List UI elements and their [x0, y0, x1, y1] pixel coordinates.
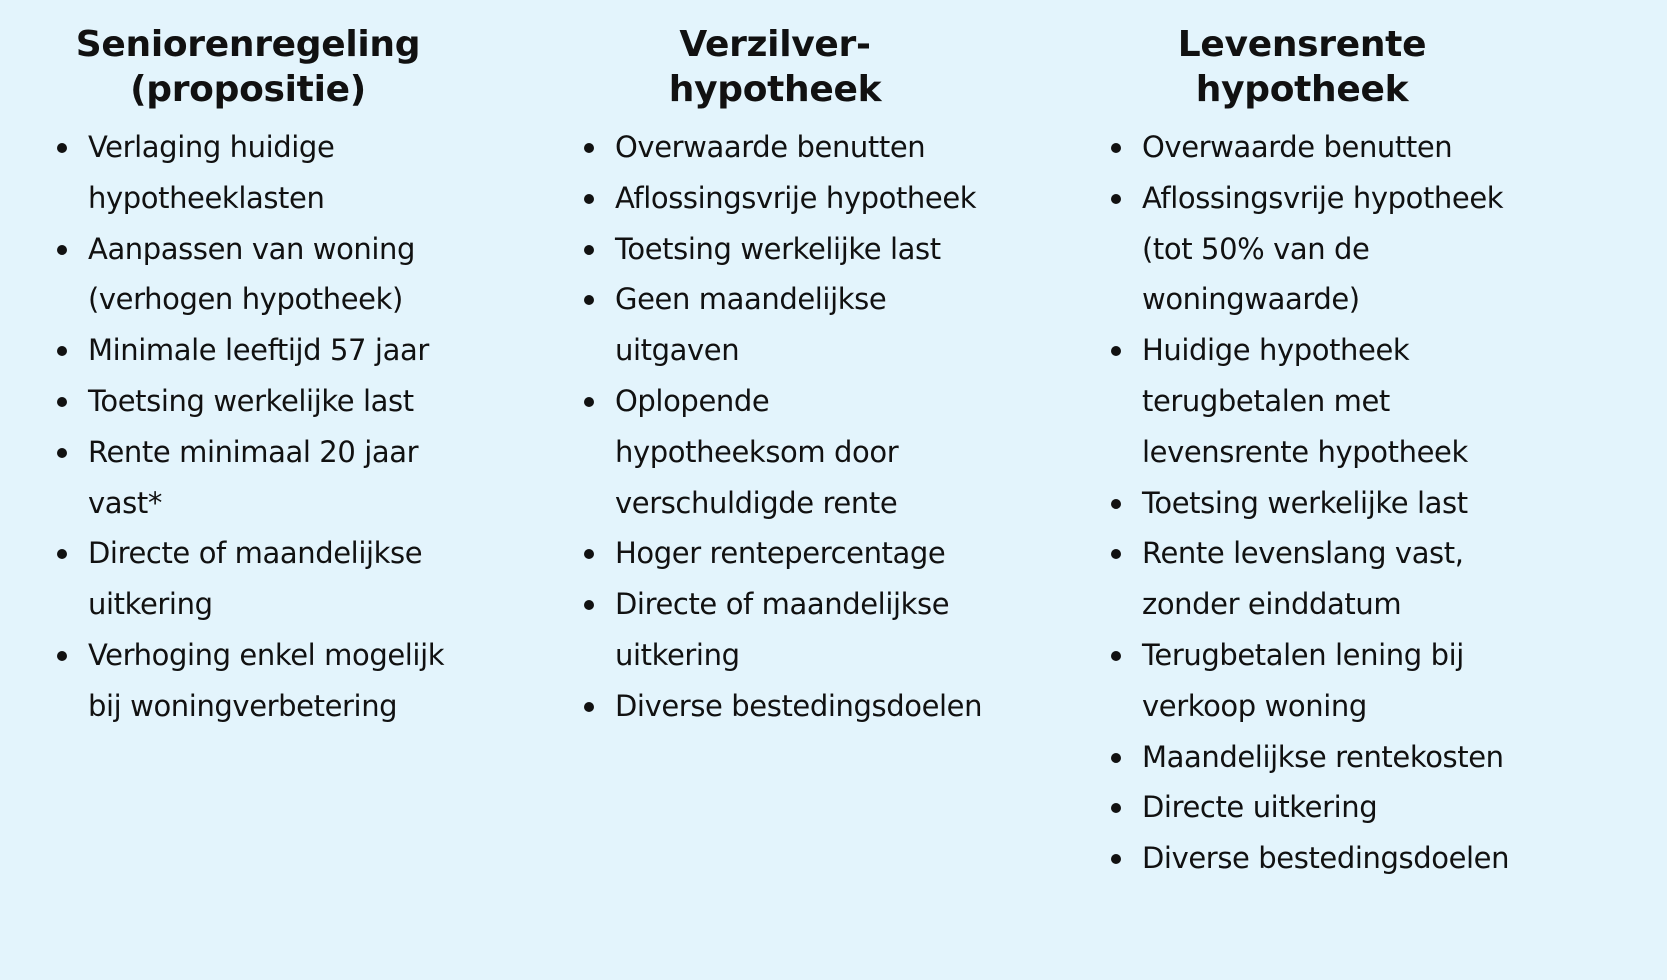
list-item — [48, 376, 498, 427]
item-line-2: uitgaven — [615, 333, 740, 368]
list-item — [1102, 782, 1572, 833]
bullet-icon — [57, 245, 67, 255]
item-line-1: Directe uitkering — [1142, 790, 1378, 825]
list-item — [575, 376, 1045, 528]
title-line-1: Levensrente — [1177, 24, 1427, 65]
item-line-1: Diverse bestedingsdoelen — [1142, 841, 1510, 876]
item-line-3: levensrente hypotheek — [1142, 434, 1468, 469]
item-line-1: Aflossingsvrije hypotheek — [615, 180, 977, 215]
list-item — [1102, 122, 1572, 173]
bullet-icon — [1111, 143, 1121, 153]
list-item — [575, 173, 1045, 224]
list-item — [575, 579, 1045, 681]
item-line-2: hypotheeklasten — [88, 180, 325, 215]
item-line-1: Minimale leeftijd 57 jaar — [88, 333, 429, 368]
bullet-icon — [57, 651, 67, 661]
item-line-1: Directe of maandelijkse — [88, 536, 423, 571]
item-line-1: Verhoging enkel mogelijk — [88, 637, 445, 672]
list-item — [575, 274, 1045, 376]
list-item — [1102, 630, 1572, 732]
item-line-2: hypotheeksom door — [615, 434, 899, 469]
column-verzilverhypotheek — [575, 22, 1045, 732]
item-line-2: uitkering — [615, 637, 740, 672]
feature-list — [575, 122, 1045, 732]
list-item — [48, 122, 498, 224]
bullet-icon — [584, 600, 594, 610]
item-line-3: verschuldigde rente — [615, 485, 898, 520]
item-line-1: Huidige hypotheek — [1142, 333, 1410, 368]
feature-list — [48, 122, 498, 732]
item-line-1: Toetsing werkelijke last — [88, 383, 414, 418]
list-item — [575, 681, 1045, 732]
bullet-icon — [1111, 854, 1121, 864]
item-line-1: Oplopende — [615, 383, 770, 418]
list-item — [1102, 325, 1572, 477]
bullet-icon — [1111, 549, 1121, 559]
bullet-icon — [57, 549, 67, 559]
item-line-2: (tot 50% van de — [1142, 231, 1370, 266]
item-line-1: Toetsing werkelijke last — [1142, 485, 1468, 520]
item-line-1: Rente levenslang vast, — [1142, 536, 1464, 571]
item-line-2: terugbetalen met — [1142, 383, 1390, 418]
item-line-1: Aanpassen van woning — [88, 231, 416, 266]
item-line-1: Toetsing werkelijke last — [615, 231, 941, 266]
item-line-3: woningwaarde) — [1142, 282, 1360, 317]
list-item — [1102, 478, 1572, 529]
feature-list — [1102, 122, 1572, 884]
list-item — [1102, 833, 1572, 884]
item-line-2: uitkering — [88, 587, 213, 622]
bullet-icon — [1111, 651, 1121, 661]
bullet-icon — [584, 245, 594, 255]
bullet-icon — [584, 194, 594, 204]
bullet-icon — [584, 143, 594, 153]
item-line-1: Aflossingsvrije hypotheek — [1142, 180, 1504, 215]
title-line-1: Verzilver- — [679, 24, 871, 65]
bullet-icon — [1111, 194, 1121, 204]
bullet-icon — [1111, 803, 1121, 813]
column-title — [1102, 22, 1502, 112]
list-item — [575, 224, 1045, 275]
column-title — [48, 22, 448, 112]
item-line-2: zonder einddatum — [1142, 587, 1402, 622]
list-item — [1102, 173, 1572, 325]
column-title — [575, 22, 975, 112]
item-line-1: Hoger rentepercentage — [615, 536, 946, 571]
title-line-2: hypotheek — [1195, 69, 1409, 110]
item-line-1: Verlaging huidige — [88, 130, 335, 164]
item-line-1: Diverse bestedingsdoelen — [615, 688, 983, 723]
list-item — [48, 630, 498, 732]
column-seniorenregeling — [48, 22, 498, 732]
bullet-icon — [57, 143, 67, 153]
item-line-2: (verhogen hypotheek) — [88, 282, 403, 317]
title-line-1: Seniorenregeling — [75, 24, 421, 65]
list-item — [1102, 528, 1572, 630]
list-item — [575, 122, 1045, 173]
item-line-2: verkoop woning — [1142, 688, 1367, 723]
bullet-icon — [57, 448, 67, 458]
bullet-icon — [57, 346, 67, 356]
bullet-icon — [57, 397, 67, 407]
item-line-1: Terugbetalen lening bij — [1142, 637, 1464, 672]
item-line-2: bij woningverbetering — [88, 688, 398, 723]
list-item — [48, 325, 498, 376]
list-item — [575, 528, 1045, 579]
item-line-1: Overwaarde benutten — [1142, 130, 1453, 164]
item-line-1: Directe of maandelijkse — [615, 587, 950, 622]
title-line-2: (propositie) — [130, 69, 366, 110]
list-item — [1102, 732, 1572, 783]
item-line-1: Overwaarde benutten — [615, 130, 926, 164]
bullet-icon — [1111, 753, 1121, 763]
item-line-1: Maandelijkse rentekosten — [1142, 739, 1504, 774]
bullet-icon — [1111, 499, 1121, 509]
bullet-icon — [584, 397, 594, 407]
title-line-2: hypotheek — [668, 69, 882, 110]
list-item — [48, 528, 498, 630]
bullet-icon — [584, 549, 594, 559]
item-line-1: Geen maandelijkse — [615, 282, 887, 317]
column-levensrente-hypotheek — [1102, 22, 1572, 884]
item-line-1: Rente minimaal 20 jaar — [88, 434, 419, 469]
item-line-2: vast* — [88, 485, 162, 520]
bullet-icon — [584, 295, 594, 305]
list-item — [48, 427, 498, 529]
list-item — [48, 224, 498, 326]
bullet-icon — [584, 702, 594, 712]
bullet-icon — [1111, 346, 1121, 356]
